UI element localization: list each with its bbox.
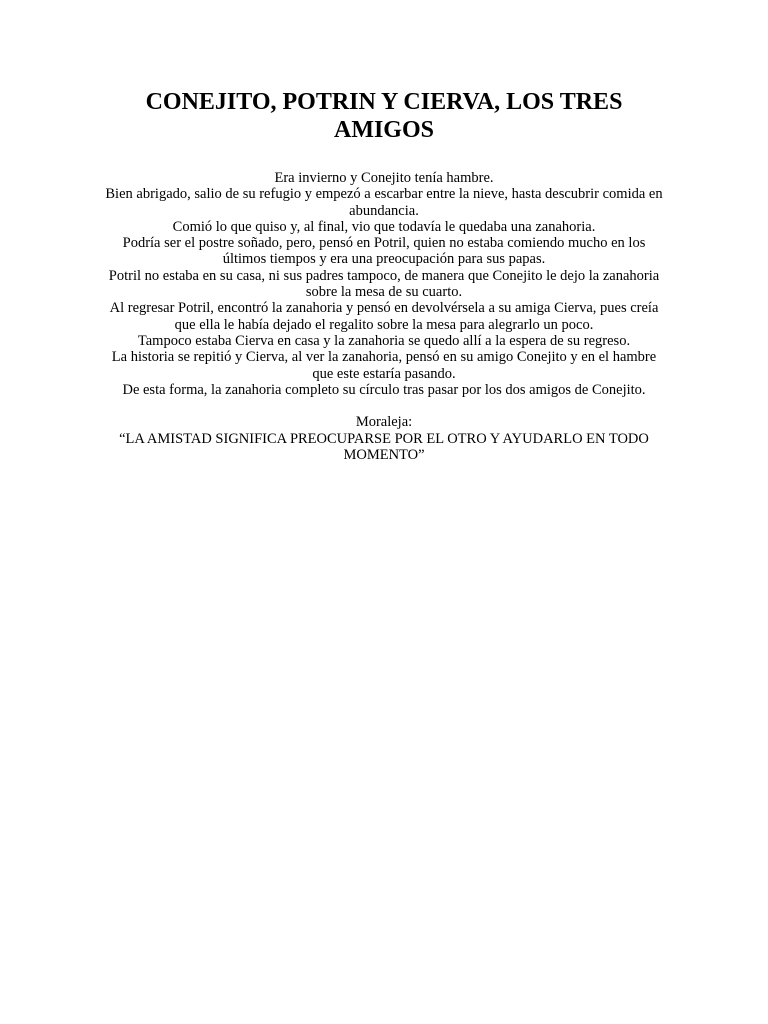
moral-text: “LA AMISTAD SIGNIFICA PREOCUPARSE POR EL OTRO Y AYUDARLO EN TODO MOMENTO” <box>119 430 649 464</box>
story-paragraph-8: La historia se repitió y Cierva, al ver la zanahoria, pensó en su amigo Conejito y en el hambre que este estaría pasando. <box>111 349 657 382</box>
story-paragraph-7: Tampoco estaba Cierva en casa y la zanahoria se quedo allí a la espera de su regreso. <box>137 332 631 349</box>
moral-label: Moraleja: <box>355 414 413 431</box>
paragraph-spacer <box>100 398 668 414</box>
story-paragraph-9: De esta forma, la zanahoria completo su círculo tras pasar por los dos amigos de Conejito. <box>122 381 646 398</box>
story-paragraph-1: Era invierno y Conejito tenía hambre. <box>274 170 494 186</box>
story-paragraph-2: Bien abrigado, salio de su refugio y empezó a escarbar entre la nieve, hasta descubrir comida en abundancia. <box>105 186 663 219</box>
story-paragraph-4: Podría ser el postre soñado, pero, pensó en Potril, quien no estaba comiendo mucho en los últimos tiempos y era una preocupación para sus papas. <box>122 235 646 268</box>
story-paragraph-6: Al regresar Potril, encontró la zanahoria y pensó en devolvérsela a su amiga Cierva, pues creía que ella le había dejado el regalito sobre la mesa para alegrarlo un poco. <box>109 300 659 333</box>
story-body <box>100 170 668 463</box>
story-paragraph-5: Potril no estaba en su casa, ni sus padres tampoco, de manera que Conejito le dejo la zanahoria sobre la mesa de su cuarto. <box>108 267 660 301</box>
story-paragraph-3: Comió lo que quiso y, al final, vio que todavía le quedaba una zanahoria. <box>172 218 596 235</box>
document-title: CONEJITO, POTRIN Y CIERVA, LOS TRES AMIGOS <box>145 89 623 143</box>
